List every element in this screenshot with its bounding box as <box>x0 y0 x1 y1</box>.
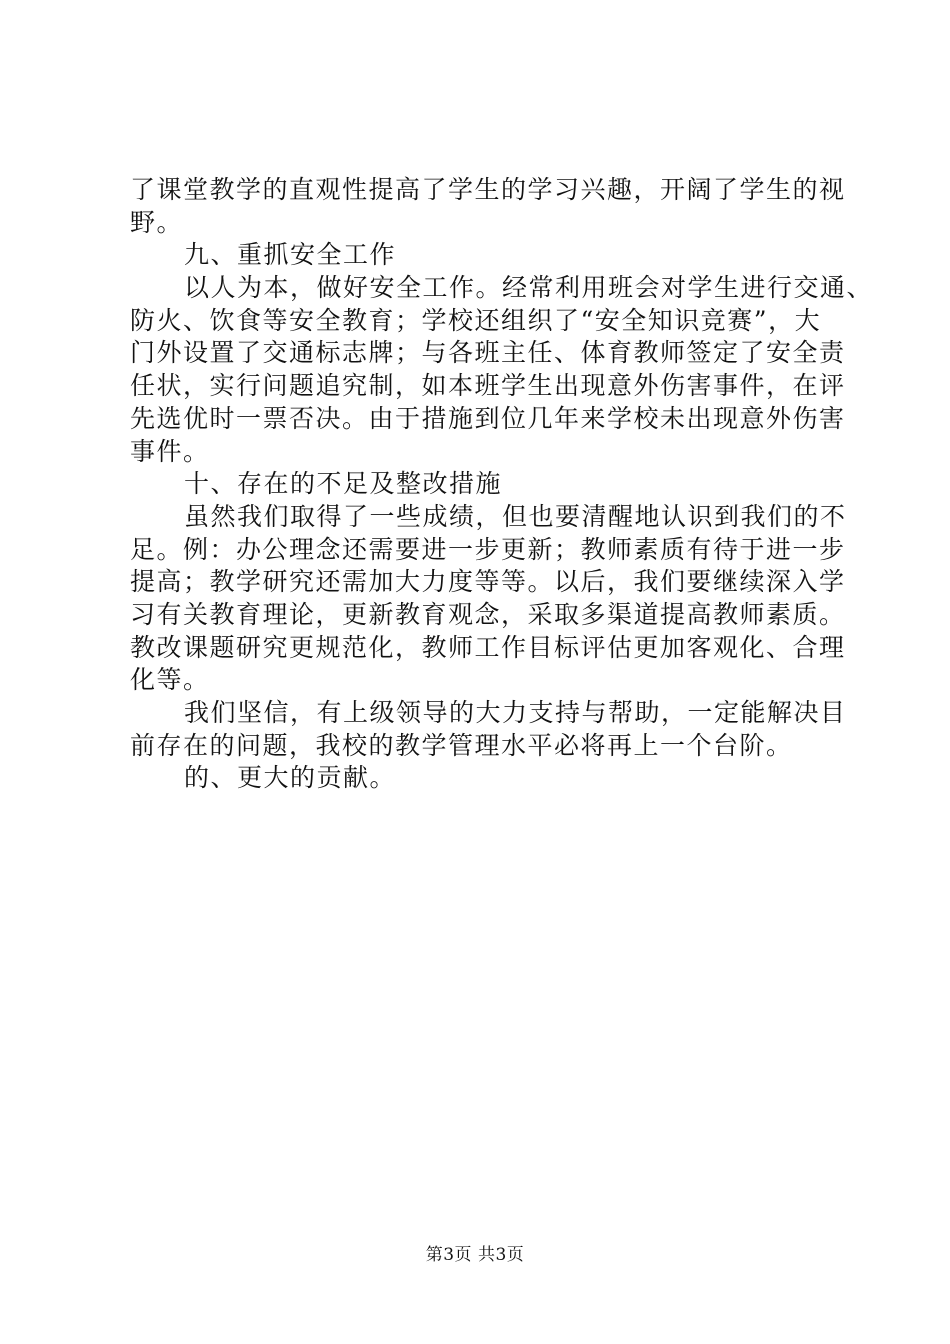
text-line: 的、更大的贡献。 <box>184 763 397 793</box>
text-line: 先选优时一票否决。由于措施到位几年来学校未出现意外伤害 <box>130 403 846 433</box>
page-number-footer: 第3页 共3页 <box>425 1245 525 1265</box>
text-line: 野。 <box>130 207 184 237</box>
text-line: 化等。 <box>130 665 210 695</box>
text-line: 防火、饮食等安全教育；学校还组织了“安全知识竞赛”，大 <box>130 305 822 335</box>
text-line: 虽然我们取得了一些成绩，但也要清醒地认识到我们的不 <box>184 501 847 531</box>
text-line: 以人为本，做好安全工作。经常利用班会对学生进行交通、 <box>184 273 874 303</box>
text-line: 门外设置了交通标志牌；与各班主任、体育教师签定了安全责 <box>130 338 846 368</box>
section-heading-safety: 九、重抓安全工作 <box>184 240 397 270</box>
text-line: 了课堂教学的直观性提高了学生的学习兴趣，开阔了学生的视 <box>130 175 846 204</box>
text-line: 我们坚信，有上级领导的大力支持与帮助，一定能解决目 <box>184 698 847 727</box>
text-line: 任状，实行问题追究制，如本班学生出现意外伤害事件，在评 <box>130 371 846 401</box>
text-line: 足。例：办公理念还需要进一步更新；教师素质有待于进一步 <box>130 534 846 564</box>
text-line: 习有关教育理论，更新教育观念，采取多渠道提高教师素质。 <box>130 599 846 629</box>
document-body <box>130 174 874 795</box>
text-line: 前存在的问题，我校的教学管理水平必将再上一个台阶。 <box>130 730 793 760</box>
text-line: 提高；教学研究还需加大力度等等。以后，我们要继续深入学 <box>130 567 846 597</box>
text-line: 事件。 <box>130 436 210 466</box>
section-heading-shortcomings: 十、存在的不足及整改措施 <box>184 469 503 499</box>
text-line: 教改课题研究更规范化，教师工作目标评估更加客观化、合理 <box>130 632 846 662</box>
